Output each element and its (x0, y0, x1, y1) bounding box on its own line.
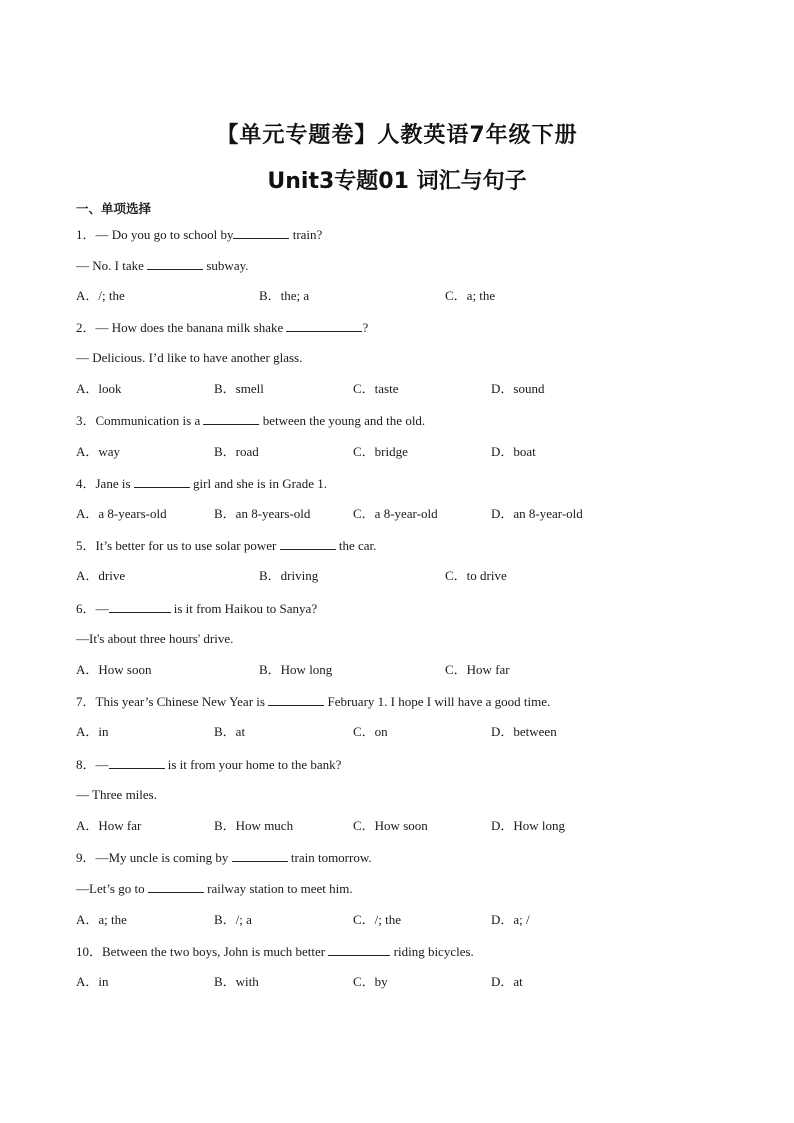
question-2-line-2: — Delicious. I’d like to have another glass. (76, 350, 303, 365)
option-b: B．smell (214, 381, 264, 396)
option-a: A．look (76, 381, 122, 396)
option-a: A．way (76, 444, 121, 459)
answer-blank (109, 599, 171, 613)
option-d: D．a; / (491, 912, 530, 927)
question-6-line-2: —It's about three hours' drive. (76, 631, 234, 646)
option-d: D．an 8-year-old (491, 506, 583, 521)
option-c: C．bridge (353, 444, 408, 459)
answer-blank (232, 848, 288, 862)
answer-blank (328, 942, 390, 956)
option-b: B．at (214, 724, 246, 739)
option-a: A．in (76, 974, 109, 989)
answer-blank (148, 879, 204, 893)
option-a: A．How far (76, 818, 142, 833)
option-b: B．How long (259, 662, 333, 677)
option-d: D．boat (491, 444, 536, 459)
question-1-line-1: 1．— Do you go to school by train? (76, 227, 323, 242)
option-a: A．How soon (76, 662, 152, 677)
question-8-line-2: — Three miles. (76, 787, 157, 802)
option-a: A．a 8-years-old (76, 506, 167, 521)
answer-blank (233, 225, 289, 239)
question-7-line-1: 7．This year’s Chinese New Year is February 1. I hope I will have a good time. (76, 694, 551, 709)
option-c: C．taste (353, 381, 399, 396)
option-b: B．driving (259, 568, 319, 583)
question-10-line-1: 10．Between the two boys, John is much better riding bicycles. (76, 944, 474, 959)
option-c: C．/; the (353, 912, 402, 927)
option-c: C．a 8-year-old (353, 506, 438, 521)
option-b: B．the; a (259, 288, 310, 303)
question-9-line-1: 9．—My uncle is coming by train tomorrow. (76, 850, 372, 865)
answer-blank (147, 256, 203, 270)
option-a: A．drive (76, 568, 126, 583)
question-6-line-1: 6．— is it from Haikou to Sanya? (76, 601, 318, 616)
answer-blank (203, 411, 259, 425)
option-b: B．/; a (214, 912, 252, 927)
document-title: 【单元专题卷】人教英语7年级下册 (216, 123, 578, 148)
option-d: D．between (491, 724, 557, 739)
option-b: B．road (214, 444, 259, 459)
question-1-line-2: — No. I take subway. (76, 258, 249, 273)
option-a: A．in (76, 724, 109, 739)
question-9-line-2: —Let’s go to railway station to meet him. (76, 881, 353, 896)
answer-blank (134, 474, 190, 488)
option-a: A．/; the (76, 288, 125, 303)
option-d: D．at (491, 974, 523, 989)
answer-blank (109, 755, 165, 769)
answer-blank (268, 692, 324, 706)
question-2-line-1: 2．— How does the banana milk shake ? (76, 320, 369, 335)
document-subtitle: Unit3专题01 词汇与句子 (267, 169, 527, 194)
option-c: C．How soon (353, 818, 428, 833)
option-c: C．How far (445, 662, 510, 677)
option-b: B．How much (214, 818, 294, 833)
option-c: C．a; the (445, 288, 496, 303)
option-d: D．sound (491, 381, 545, 396)
answer-blank (286, 318, 362, 332)
option-a: A．a; the (76, 912, 127, 927)
question-8-line-1: 8．— is it from your home to the bank? (76, 757, 342, 772)
option-c: C．by (353, 974, 388, 989)
question-4-line-1: 4．Jane is girl and she is in Grade 1. (76, 476, 327, 491)
section-heading: 一、单项选择 (76, 201, 152, 216)
option-b: B．an 8-years-old (214, 506, 311, 521)
question-3-line-1: 3．Communication is a between the young and the old. (76, 413, 426, 428)
option-d: D．How long (491, 818, 566, 833)
option-c: C．on (353, 724, 388, 739)
option-c: C．to drive (445, 568, 507, 583)
option-b: B．with (214, 974, 259, 989)
question-5-line-1: 5．It’s better for us to use solar power the car. (76, 538, 377, 553)
answer-blank (280, 536, 336, 550)
